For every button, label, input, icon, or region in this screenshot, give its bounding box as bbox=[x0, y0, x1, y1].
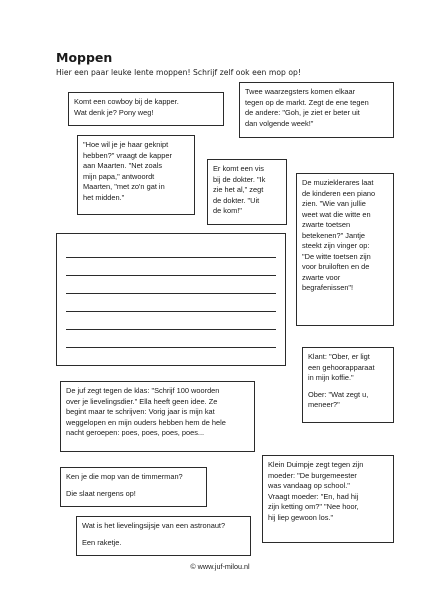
joke-text: Klein Duimpje zegt tegen zijn moeder: "De burgemeester was vandaag op school." Vraagt moeder: "En, had hij zijn ketting om?" "Nee hoor, hij liep gewoon los." bbox=[268, 460, 364, 522]
joke-text: Klant: "Ober, er ligt een gehoorapparaat in mijn koffie." bbox=[308, 352, 375, 383]
copyright-footer: © www.juf-milou.nl bbox=[190, 562, 250, 571]
joke-box-piano bbox=[296, 173, 394, 326]
joke-box-lievelingsdier bbox=[60, 381, 255, 452]
writing-line bbox=[66, 311, 276, 312]
page-subtitle: Hier een paar leuke lente moppen! Schrijf zelf ook een mop op! bbox=[56, 68, 302, 77]
joke-text: "Hoe wil je je haar geknipt hebben?" vraagt de kapper aan Maarten. "Net zoals mijn papa," antwoordt Maarten, "met zo'n gat in het midden." bbox=[83, 140, 172, 202]
writing-line bbox=[66, 293, 276, 294]
joke-box-astronaut bbox=[76, 516, 251, 556]
joke-box-timmerman bbox=[60, 467, 207, 507]
joke-box-haar bbox=[77, 135, 195, 215]
joke-text: Komt een cowboy bij de kapper. Wat denk je? Pony weg! bbox=[74, 97, 179, 117]
joke-box-cowboy bbox=[68, 92, 224, 126]
joke-box-vis bbox=[207, 159, 287, 225]
joke-text: Twee waarzegsters komen elkaar tegen op de markt. Zegt de ene tegen de andere: "Goh, je ziet er beter uit dan volgende week!" bbox=[245, 87, 369, 128]
joke-box-ober bbox=[302, 347, 394, 423]
joke-text: Er komt een vis bij de dokter. "Ik zie het al," zegt de dokter. "Uit de kom!" bbox=[213, 164, 266, 216]
joke-text: Ober: "Wat zegt u, meneer?" bbox=[308, 389, 369, 410]
joke-box-waarzegsters bbox=[239, 82, 394, 138]
joke-question: Wat is het lievelingsijsje van een astronaut? bbox=[82, 521, 226, 530]
writing-line bbox=[66, 257, 276, 258]
write-your-own-joke-area[interactable] bbox=[56, 233, 286, 366]
writing-line bbox=[66, 329, 276, 330]
joke-answer: Die slaat nergens op! bbox=[66, 488, 136, 498]
joke-question: Ken je die mop van de timmerman? bbox=[66, 472, 183, 481]
joke-text: De muzieklerares laat de kinderen een piano zien. "Wie van jullie weet wat die witte en zwarte toetsen betekenen?" Jantje steekt zijn vinger op: "De witte toetsen zijn voor bruiloften en de zwarte voor begrafenissen"! bbox=[302, 178, 376, 293]
joke-box-klein-duimpje bbox=[262, 455, 394, 543]
page-title: Moppen bbox=[56, 50, 113, 65]
writing-line bbox=[66, 347, 276, 348]
writing-line bbox=[66, 275, 276, 276]
joke-text: De juf zegt tegen de klas: "Schrijf 100 woorden over je lievelingsdier." Ella heeft geen idee. Ze begint maar te schrijven: Vorig jaar is mijn kat weggelopen en mijn ouders hebben hem de hele nacht geroepen: poes, poes, poes, poes... bbox=[66, 386, 226, 438]
joke-answer: Een raketje. bbox=[82, 537, 122, 547]
